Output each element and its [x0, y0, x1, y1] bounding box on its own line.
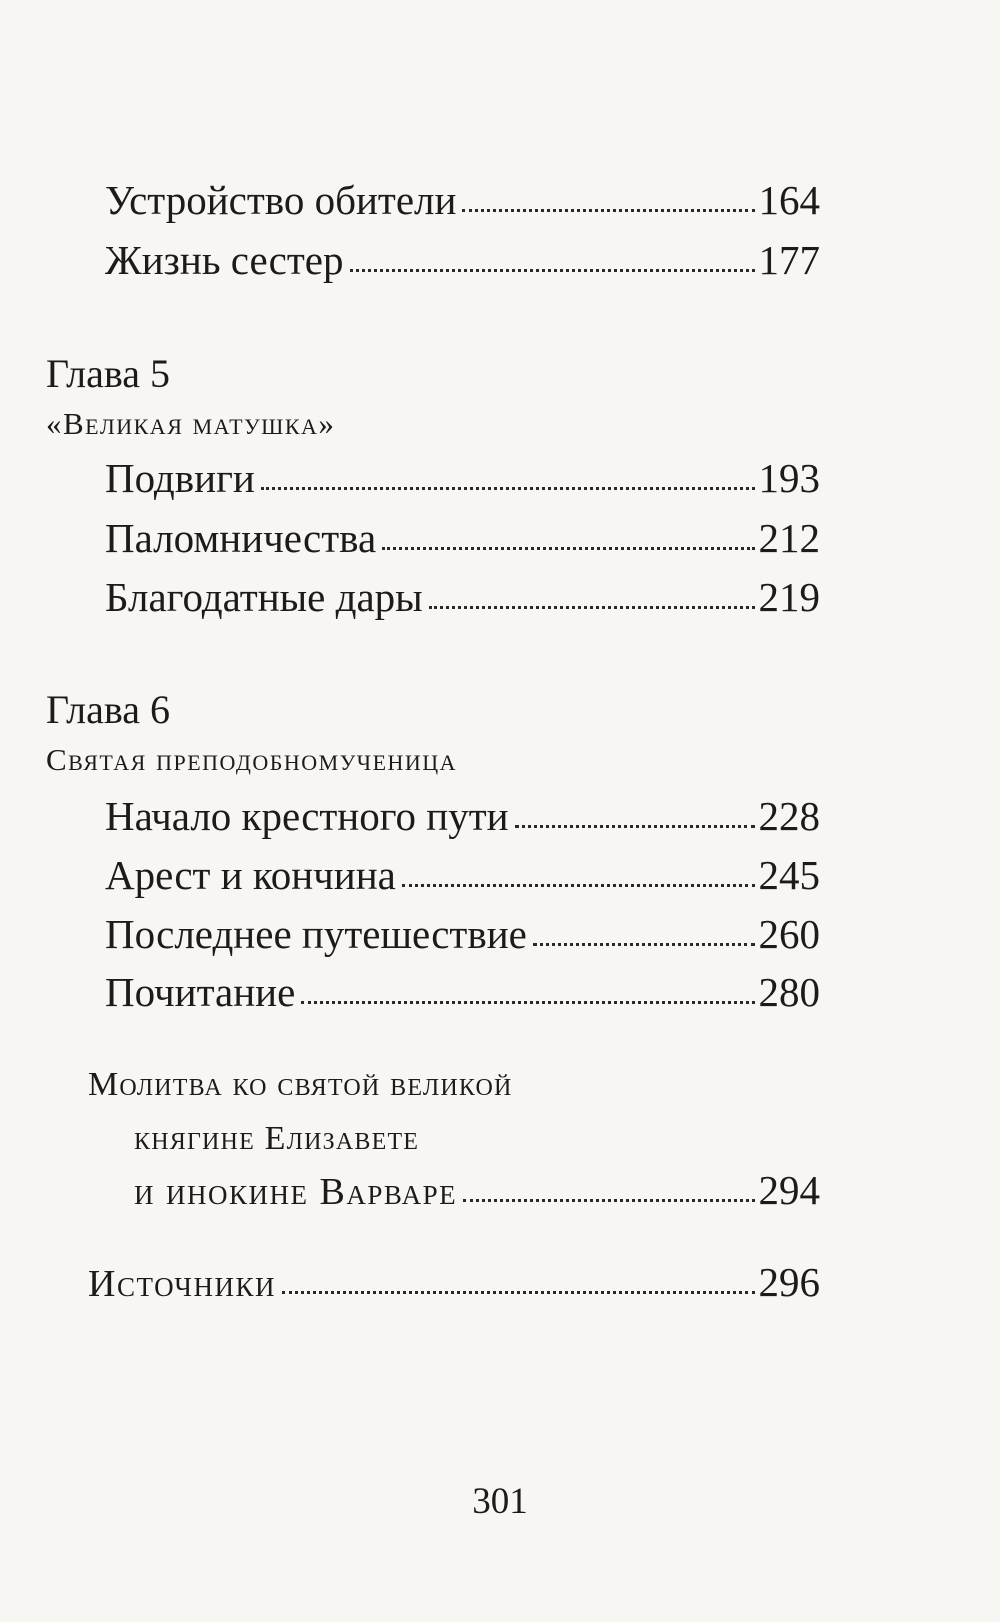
toc-entry-page: 296	[758, 1259, 820, 1305]
toc-entry-title: Начало крестного пути	[105, 793, 509, 839]
toc-entry-page: 193	[758, 455, 820, 501]
dot-leader	[429, 606, 755, 609]
toc-entry-page: 280	[758, 969, 820, 1015]
dot-leader	[463, 1199, 754, 1202]
toc-entry-title: Благодатные дары	[105, 574, 423, 620]
dot-leader	[261, 487, 755, 490]
chapter-label: Глава 5	[46, 351, 170, 396]
toc-entry	[105, 515, 820, 561]
toc-entry	[105, 852, 820, 898]
dot-leader	[301, 1001, 754, 1004]
toc-entry-title: Устройство обители	[105, 177, 457, 223]
chapter-label: Глава 6	[46, 687, 170, 732]
toc-entry	[105, 969, 820, 1015]
dot-leader	[402, 884, 755, 887]
toc-entry-page: 164	[758, 177, 820, 223]
toc-entry-title: Подвиги	[105, 455, 255, 501]
toc-entry-page: 177	[758, 237, 820, 283]
toc-entry-title: Последнее путешествие	[105, 911, 527, 957]
toc-entry-title: Источники	[88, 1263, 276, 1305]
toc-entry	[105, 237, 820, 283]
toc-entry-title: Арест и кончина	[105, 852, 396, 898]
toc-entry	[105, 911, 820, 957]
toc-entry-title: Паломничества	[105, 515, 377, 561]
toc-entry	[105, 455, 820, 501]
toc-entry-page: 212	[758, 515, 820, 561]
toc-entry-page: 294	[758, 1167, 820, 1213]
dot-leader	[282, 1291, 755, 1294]
toc-entry-title: Почитание	[105, 969, 296, 1015]
toc-entry	[105, 574, 820, 620]
toc-entry-title: и инокине Варваре	[134, 1171, 458, 1213]
toc-entry	[105, 177, 820, 223]
toc-entry-page: 228	[758, 793, 820, 839]
toc-entry-page: 260	[758, 911, 820, 957]
dot-leader	[350, 269, 755, 272]
prayer-title-line: Молитва ко святой великой	[88, 1066, 513, 1103]
toc-entry-page: 245	[758, 852, 820, 898]
toc-entry-title: Жизнь сестер	[105, 237, 344, 283]
toc-entry	[105, 793, 820, 839]
dot-leader	[533, 943, 755, 946]
chapter-title: «Великая матушка»	[46, 406, 336, 441]
dot-leader	[382, 547, 754, 550]
dot-leader	[462, 209, 754, 212]
page-number: 301	[472, 1481, 528, 1522]
toc-entry-page: 219	[758, 574, 820, 620]
prayer-title-line: княгине Елизавете	[134, 1120, 420, 1157]
dot-leader	[515, 825, 755, 828]
toc-entry	[88, 1259, 820, 1305]
toc-entry	[134, 1167, 820, 1213]
chapter-title: Святая преподобномученица	[46, 742, 458, 777]
